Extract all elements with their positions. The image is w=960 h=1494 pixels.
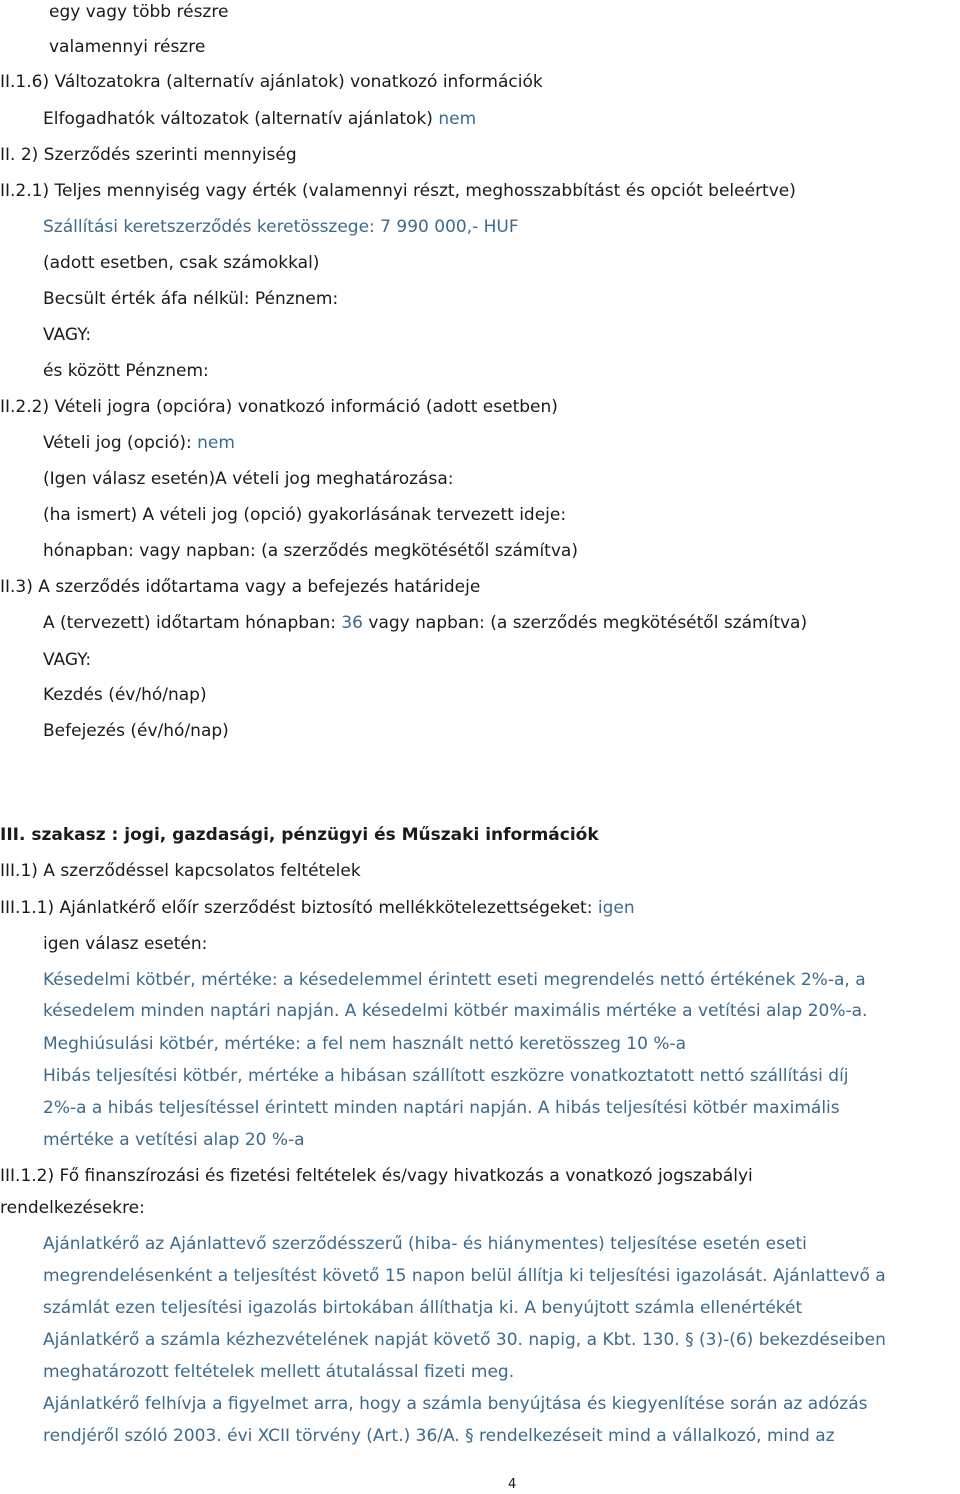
section-heading: rendelkezésekre: [0,1198,145,1218]
label: A (tervezett) időtartam hónapban: [43,613,336,633]
text-line: igen válasz esetén: [43,934,208,954]
answer-text-line: késedelem minden naptári napján. A késedelmi kötbér maximális mértéke a vetítési alap 20%-a. [43,1001,868,1021]
answer-text-line: Ajánlatkérő felhívja a figyelmet arra, hogy a számla benyújtása és kiegyenlítése során az adózás [43,1394,868,1414]
text-line: és között Pénznem: [43,361,209,381]
section-heading: II.3) A szerződés időtartama vagy a befejezés határideje [0,577,481,597]
text-line: hónapban: vagy napban: (a szerződés megkötésétől számítva) [43,541,578,561]
text-line: VAGY: [43,650,92,670]
section-heading: II.2.1) Teljes mennyiség vagy érték (valamennyi részt, meghosszabbítást és opciót beleértve) [0,181,796,201]
answer-text-line: mértéke a vetítési alap 20 %-a [43,1130,305,1150]
text-line [43,433,235,453]
answer-text-line: Ajánlatkérő a számla kézhezvételének napját követő 30. napig, a Kbt. 130. § (3)-(6) bekezdéseiben [43,1330,886,1350]
text-line: (Igen válasz esetén)A vételi jog meghatározása: [43,469,454,489]
text-line: egy vagy több részre [49,2,229,22]
answer-text-line: Késedelmi kötbér, mértéke: a késedelemmel érintett eseti megrendelés nettó értékének 2%-a, a [43,970,866,990]
section-heading: III.1.2) Fő finanszírozási és fizetési feltételek és/vagy hivatkozás a vonatkozó jogszabályi [0,1166,753,1186]
text-line: (adott esetben, csak számokkal) [43,253,320,273]
answer-text-line: számlát ezen teljesítési igazolás birtokában állíthatja ki. A benyújtott számla ellenértékét [43,1298,803,1318]
text-line: valamennyi részre [49,37,206,57]
section-heading: III.1) A szerződéssel kapcsolatos feltételek [0,861,361,881]
answer-value: Szállítási keretszerződés keretösszege: 7 990 000,- HUF [43,217,519,237]
page-number: 4 [508,1477,517,1492]
answer-text-line: Meghiúsulási kötbér, mértéke: a fel nem használt nettó keretösszeg 10 %-a [43,1034,687,1054]
answer-value: 36 [341,613,363,633]
text-line: VAGY: [43,325,92,345]
label: III.1.1) Ajánlatkérő előír szerződést biztosító mellékkötelezettségeket: [0,898,593,918]
label: Vételi jog (opció): [43,433,192,453]
text-line: Befejezés (év/hó/nap) [43,721,229,741]
text-line: Becsült érték áfa nélkül: Pénznem: [43,289,339,309]
answer-text-line: Hibás teljesítési kötbér, mértéke a hibásan szállított eszközre vonatkoztatott nettó szállítási díj [43,1066,849,1086]
text-line: (ha ismert) A vételi jog (opció) gyakorlásának tervezett ideje: [43,505,567,525]
section-heading: II.1.6) Változatokra (alternatív ajánlatok) vonatkozó információk [0,72,543,92]
text-line [43,109,476,129]
answer-text-line: rendjéről szóló 2003. évi XCII törvény (Art.) 36/A. § rendelkezéseit mind a vállalkozó, mind az [43,1426,835,1446]
section-heading [0,898,635,918]
part-heading: III. szakasz : jogi, gazdasági, pénzügyi és Műszaki információk [0,825,599,845]
section-heading: II. 2) Szerződés szerinti mennyiség [0,145,297,165]
answer-value: nem [197,433,235,453]
answer-text-line: Ajánlatkérő az Ajánlattevő szerződésszerű (hiba- és hiánymentes) teljesítése esetén eseti [43,1234,807,1254]
text-line: Kezdés (év/hó/nap) [43,685,207,705]
label: vagy napban: (a szerződés megkötésétől számítva) [368,613,808,633]
section-heading: II.2.2) Vételi jogra (opcióra) vonatkozó információ (adott esetben) [0,397,558,417]
answer-value: igen [597,898,635,918]
label: Elfogadhatók változatok (alternatív ajánlatok) [43,109,433,129]
text-line [43,613,807,633]
answer-text-line: megrendelésenként a teljesítést követő 15 napon belül állítja ki teljesítési igazolását. Ajánlattevő a [43,1266,886,1286]
answer-text-line: 2%-a a hibás teljesítéssel érintett minden naptári napján. A hibás teljesítési kötbér maximális [43,1098,840,1118]
answer-value: nem [438,109,477,129]
answer-text-line: meghatározott feltételek mellett átutalással fizeti meg. [43,1362,515,1382]
